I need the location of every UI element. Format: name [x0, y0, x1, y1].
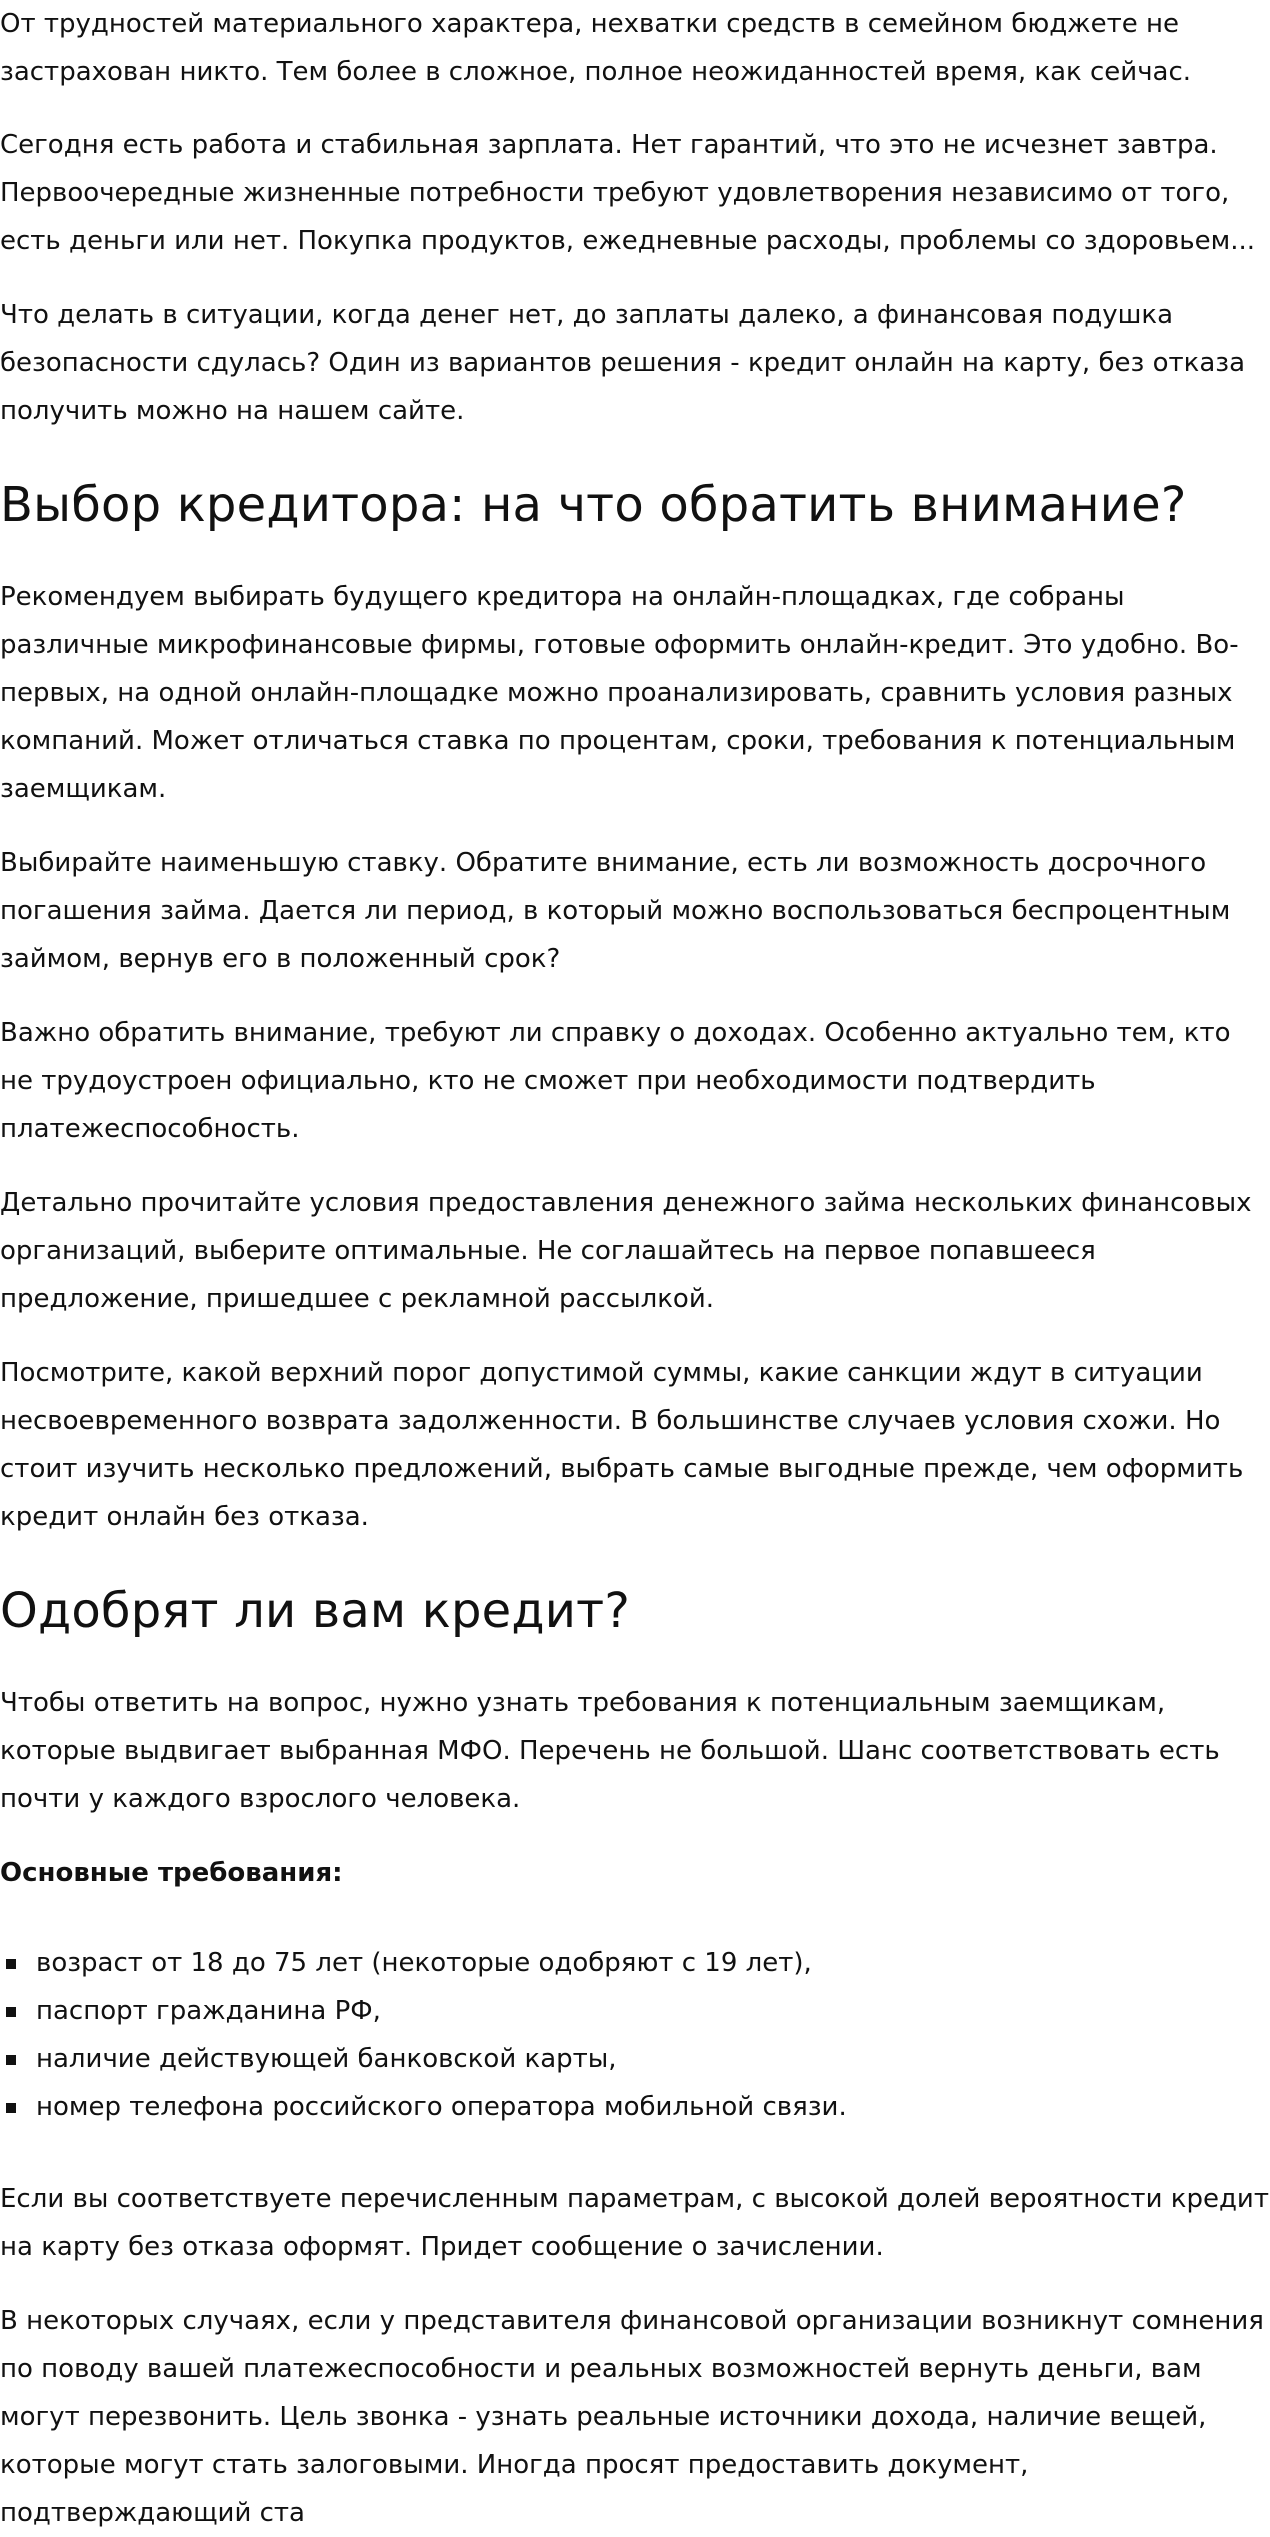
paragraph-approval-result: Если вы соответствуете перечисленным параметрам, с высокой долей вероятности кредит на карту без отказа оформят. Придет сообщение о зачислении. — [0, 2184, 1269, 2262]
list-item: наличие действующей банковской карты, — [36, 2035, 1270, 2083]
paragraph-lowest-rate: Выбирайте наименьшую ставку. Обратите внимание, есть ли возможность досрочного погашения займа. Дается ли период, в который можно воспользоваться беспроцентным займом, вернув его в положенный срок? — [0, 848, 1231, 974]
list-item: возраст от 18 до 75 лет (некоторые одобряют с 19 лет), — [36, 1939, 1270, 1987]
paragraph-intro: От трудностей материального характера, нехватки средств в семейном бюджете не застрахован никто. Тем более в сложное, полное неожиданностей время, как сейчас. — [0, 9, 1192, 87]
paragraph-recommend: Рекомендуем выбирать будущего кредитора на онлайн-площадках, где собраны различные микрофинансовые фирмы, готовые оформить онлайн-кредит. Это удобно. Во-первых, на одной онлайн-площадке можно проанализировать, сравнить условия разных компаний. Может отличаться ставка по процентам, сроки, требования к потенциальным заемщикам. — [0, 582, 1239, 804]
paragraph-income-proof: Важно обратить внимание, требуют ли справку о доходах. Особенно актуально тем, кто не трудоустроен официально, кто не сможет при необходимости подтвердить платежеспособность. — [0, 1018, 1231, 1144]
requirements-title: Основные требования: — [0, 1858, 343, 1888]
requirements-list — [0, 1939, 1270, 2131]
heading-choose-lender: Выбор кредитора: на что обратить внимание? — [0, 477, 1187, 533]
paragraph-read-terms: Детально прочитайте условия предоставления денежного займа нескольких финансовых организаций, выберите оптимальные. Не соглашайтесь на первое попавшееся предложение, пришедшее с рекламной рассылкой. — [0, 1188, 1252, 1314]
paragraph-situation: Сегодня есть работа и стабильная зарплата. Нет гарантий, что это не исчезнет завтра. Первоочередные жизненные потребности требуют удовлетворения независимо от того, есть деньги или нет. Покупка продуктов, ежедневные расходы, проблемы со здоровьем... — [0, 130, 1255, 256]
paragraph-callback: В некоторых случаях, если у представителя финансовой организации возникнут сомнения по поводу вашей платежеспособности и реальных возможностей вернуть деньги, вам могут перезвонить. Цель звонка - узнать реальные источники дохода, наличие вещей, которые могут стать залоговыми. Иногда просят предоставить документ, подтверждающий ста — [0, 2306, 1264, 2528]
paragraph-requirements-intro: Чтобы ответить на вопрос, нужно узнать требования к потенциальным заемщикам, которые выдвигает выбранная МФО. Перечень не большой. Шанс соответствовать есть почти у каждого взрослого человека. — [0, 1688, 1220, 1814]
list-item: номер телефона российского оператора мобильной связи. — [36, 2083, 1270, 2131]
paragraph-solution: Что делать в ситуации, когда денег нет, до заплаты далеко, а финансовая подушка безопасности сдулась? Один из вариантов решения - кредит онлайн на карту, без отказа получить можно на нашем сайте. — [0, 300, 1246, 426]
list-item: паспорт гражданина РФ, — [36, 1987, 1270, 2035]
heading-approval: Одобрят ли вам кредит? — [0, 1583, 631, 1639]
paragraph-upper-limit: Посмотрите, какой верхний порог допустимой суммы, какие санкции ждут в ситуации несвоевременного возврата задолженности. В большинстве случаев условия схожи. Но стоит изучить несколько предложений, выбрать самые выгодные прежде, чем оформить кредит онлайн без отказа. — [0, 1358, 1244, 1532]
